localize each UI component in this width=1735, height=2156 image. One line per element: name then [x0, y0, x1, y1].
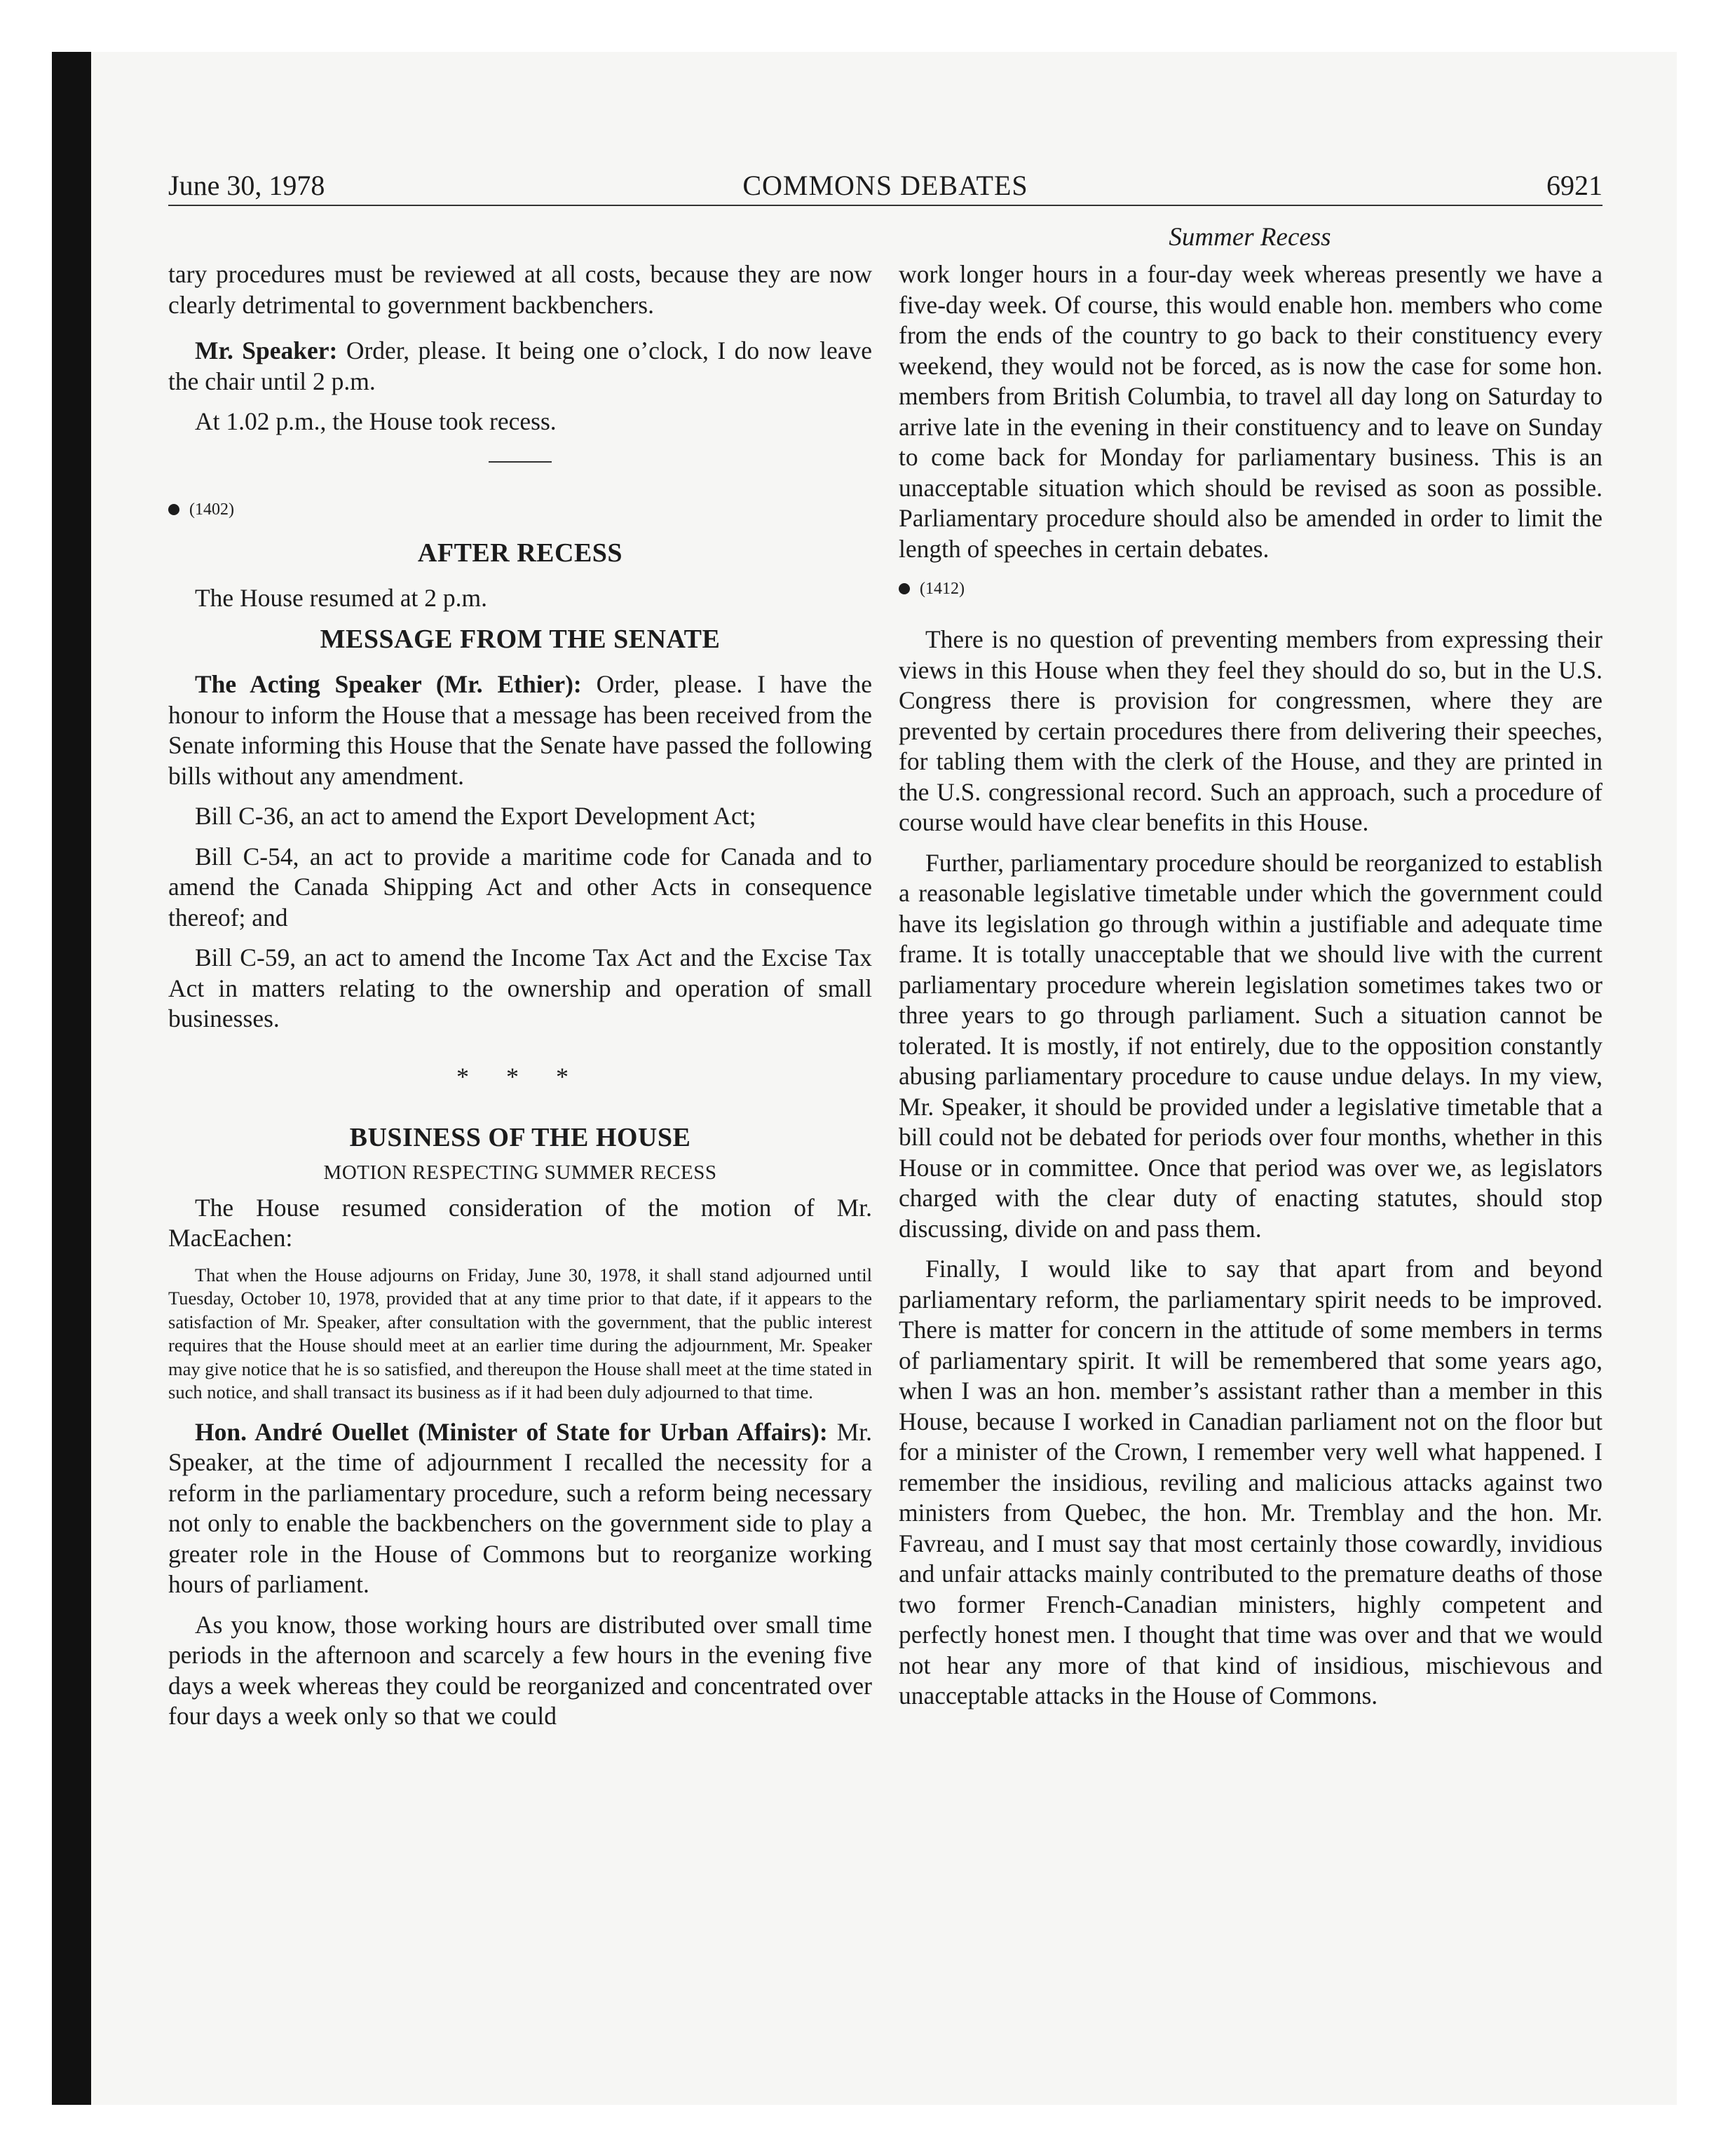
time-stamp: [899, 578, 1603, 599]
section-heading: BUSINESS OF THE HOUSE: [349, 1122, 691, 1152]
paragraph: work longer hours in a four-day week whereas presently we have a five-day week. Of course, this would enable hon. members who come from the ends of the country to go back to their constituency every weekend, they would not be forced, as is now the case for some hon. members from British Columbia, to travel all day long on Saturday to arrive late in the evening in their constituency and to leave on Sunday to come back for Monday for parliamentary business. This is an unacceptable situation which should be revised as soon as possible. Parliamentary procedure should also be amended in order to limit the length of speeches in certain debates.: [899, 260, 1603, 563]
paragraph: The House resumed at 2 p.m.: [195, 583, 488, 612]
paragraph: At 1.02 p.m., the House took recess.: [195, 407, 557, 435]
header-page-number: 6921: [1546, 170, 1603, 201]
paragraph: [168, 1417, 872, 1600]
header-date: June 30, 1978: [168, 170, 325, 201]
paragraph: As you know, those working hours are distributed over small time periods in the afternoon and scarcely a few hours in the evening five days a week whereas they could be reorganized and concentrated over four days a week only so that we could: [168, 1610, 872, 1730]
time-stamp-text: (1412): [920, 580, 965, 598]
paragraph: Bill C-54, an act to provide a maritime code for Canada and to amend the Canada Shipping Act and other Acts in consequence thereof; and: [168, 842, 872, 932]
bullet-icon: [899, 583, 910, 594]
motion-text: That when the House adjourns on Friday, June 30, 1978, it shall stand adjourned until Tuesday, October 10, 1978, provided that at any time prior to that date, if it appears to the satisfaction of Mr. Speaker, after consultation with the government, that the public interest requires that the House should meet at an earlier time during the adjournment, Mr. Speaker may give notice that he is so satisfied, and thereupon the House shall meet at the time stated in such notice, and shall transact its business as if it had been duly adjourned to that time.: [168, 1264, 872, 1403]
speech-text: Order, please. It being one o’clock, I do now leave the chair until 2 p.m.: [168, 336, 872, 395]
paragraph: tary procedures must be reviewed at all costs, because they are now clearly detrimental to government backbenchers.: [168, 260, 872, 319]
time-stamp-text: (1402): [189, 500, 234, 519]
left-column: [168, 259, 872, 1742]
paragraph: [168, 336, 872, 397]
speaker-name: Hon. André Ouellet (Minister of State for Urban Affairs):: [195, 1417, 828, 1446]
bullet-icon: [168, 504, 179, 515]
right-column: [899, 259, 1603, 1721]
section-heading: AFTER RECESS: [417, 538, 623, 568]
speaker-name: The Acting Speaker (Mr. Ethier):: [195, 670, 582, 698]
paragraph: [168, 669, 872, 791]
header-rule: [168, 205, 1603, 206]
paragraph: There is no question of preventing members from expressing their views in this House when they feel they should do so, but in the U.S. Congress there is provision for congressmen, where they are prevented by certain procedures there from delivering their speeches, for tabling them with the clerk of the House, and they are printed in the U.S. congressional record. Such an approach, such a procedure of course would have clear benefits in this House.: [899, 625, 1603, 836]
section-subheading: MOTION RESPECTING SUMMER RECESS: [323, 1161, 717, 1184]
section-divider: [489, 461, 552, 463]
scan-edge-bar: [52, 52, 91, 2105]
paragraph: Further, parliamentary procedure should be reorganized to establish a reasonable legislative timetable under which the government could have its legislation go through within a justifiable and adequate time frame. It is totally unacceptable that we should live with the current parliamentary procedure wherein legislation sometimes takes two or three years to go through parliament. Such a situation cannot be tolerated. It is mostly, if not entirely, due to the opposition constantly abusing parliamentary procedure to cause undue delays. In my view, Mr. Speaker, it should be provided under a legislative timetable that a bill could not be debated for periods over four months, whether in this House or in committee. Once that period was over we, as legislators charged with the clear duty of enacting statutes, should stop discussing, divide on and pass them.: [899, 848, 1603, 1243]
header-title: COMMONS DEBATES: [742, 170, 1028, 201]
page-header: [168, 168, 1603, 203]
paragraph: Bill C-36, an act to amend the Export Development Act;: [195, 802, 756, 830]
time-stamp: [168, 499, 872, 520]
section-heading: MESSAGE FROM THE SENATE: [320, 625, 721, 654]
paragraph: Bill C-59, an act to amend the Income Tax Act and the Excise Tax Act in matters relating to the ownership and operation of small businesses.: [168, 943, 872, 1032]
speaker-name: Mr. Speaker:: [195, 336, 338, 364]
paragraph: Finally, I would like to say that apart from and beyond parliamentary reform, the parliamentary spirit needs to be improved. There is matter for concern in the attitude of some members in terms of parliamentary spirit. It will be remembered that some years ago, when I was an hon. member’s assistant rather than a member in this House, because I worked in Canadian parliament not on the floor but for a minister of the Crown, I remember very well what happened. I remember the insidious, reviling and malicious attacks against two ministers from Quebec, the hon. Mr. Tremblay and the hon. Mr. Favreau, and I must say that most certainly those cowardly, invidious and unfair attacks mainly contributed to the premature deaths of those two former French-Canadian ministers, highly competent and perfectly honest men. I thought that time was over and that we would not hear any more of that kind of insidious, mischievous and unacceptable attacks in the House of Commons.: [899, 1255, 1603, 1710]
section-separator-stars: * * *: [456, 1062, 584, 1091]
speech-text: Mr. Speaker, at the time of adjournment I recalled the necessity for a reform in the parliamentary procedure, such a reform being necessary not only to enable the backbenchers on the government side to play a greater role in the House of Commons but to reorganize working hours of parliament.: [168, 1417, 872, 1598]
running-head: Summer Recess: [1169, 223, 1331, 252]
speech-text: Order, please. I have the honour to inform the House that a message has been received from the Senate informing this House that the Senate have passed the following bills without any amendment.: [168, 670, 872, 790]
paragraph: The House resumed consideration of the motion of Mr. MacEachen:: [168, 1193, 872, 1252]
